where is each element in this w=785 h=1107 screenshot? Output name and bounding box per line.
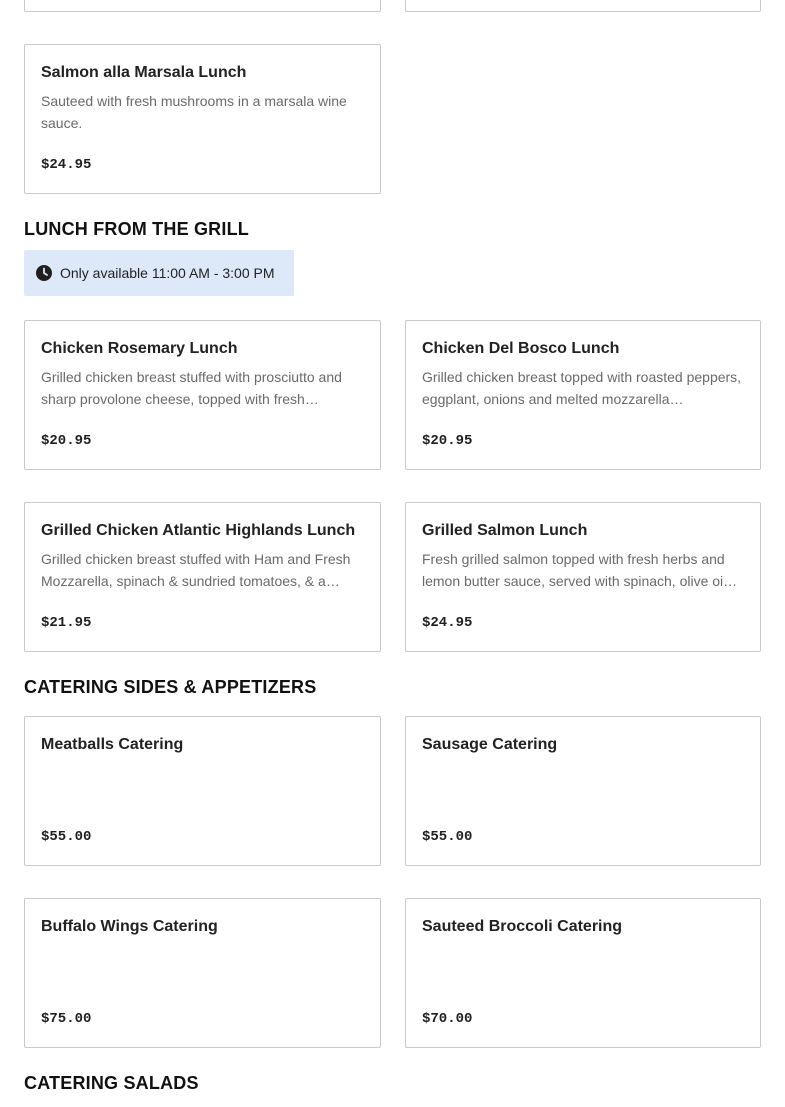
menu-item-card-partial[interactable] [24, 0, 381, 12]
item-price: $20.95 [41, 433, 92, 449]
item-price: $24.95 [422, 615, 473, 631]
item-price: $21.95 [41, 615, 92, 631]
section-title-grill: LUNCH FROM THE GRILL [24, 219, 249, 239]
item-price: $55.00 [422, 829, 473, 845]
item-description: Fresh grilled salmon topped with fresh herbs and lemon butter sauce, served with spinach, olive oi… [422, 551, 738, 589]
item-name: Sauteed Broccoli Catering [422, 918, 623, 935]
availability-text: Only available 11:00 AM - 3:00 PM [60, 265, 275, 281]
menu-item-card[interactable] [24, 716, 381, 866]
menu-item-card[interactable] [405, 320, 761, 470]
item-description: Sauteed with fresh mushrooms in a marsala wine sauce. [41, 93, 347, 131]
item-name: Grilled Chicken Atlantic Highlands Lunch [41, 522, 356, 539]
item-name: Meatballs Catering [41, 736, 184, 753]
item-price: $24.95 [41, 157, 92, 173]
availability-banner [24, 250, 294, 296]
item-price: $75.00 [41, 1011, 92, 1027]
item-name: Grilled Salmon Lunch [422, 522, 588, 539]
item-description: Grilled chicken breast stuffed with Ham and Fresh Mozzarella, spinach & sundried tomatoes, & a… [41, 551, 351, 589]
section-title-salads: CATERING SALADS [24, 1073, 199, 1093]
menu-item-card[interactable] [24, 502, 381, 652]
item-name: Salmon alla Marsala Lunch [41, 64, 247, 81]
item-name: Buffalo Wings Catering [41, 918, 218, 935]
menu-item-card[interactable] [405, 716, 761, 866]
item-price: $55.00 [41, 829, 92, 845]
menu-item-card[interactable] [24, 320, 381, 470]
menu-item-card[interactable] [405, 502, 761, 652]
item-price: $20.95 [422, 433, 473, 449]
section-title-sides: CATERING SIDES & APPETIZERS [24, 677, 317, 697]
menu-item-card-partial[interactable] [405, 0, 761, 12]
menu-item-card[interactable] [24, 898, 381, 1048]
item-name: Chicken Del Bosco Lunch [422, 340, 620, 357]
menu-item-card[interactable] [405, 898, 761, 1048]
item-price: $70.00 [422, 1011, 473, 1027]
item-description: Grilled chicken breast topped with roasted peppers, eggplant, onions and melted mozzarella… [422, 369, 742, 407]
menu-item-card[interactable] [24, 44, 381, 194]
clock-icon [36, 265, 52, 281]
item-name: Chicken Rosemary Lunch [41, 340, 238, 357]
item-name: Sausage Catering [422, 736, 558, 753]
item-description: Grilled chicken breast stuffed with prosciutto and sharp provolone cheese, topped with fresh… [41, 369, 342, 407]
